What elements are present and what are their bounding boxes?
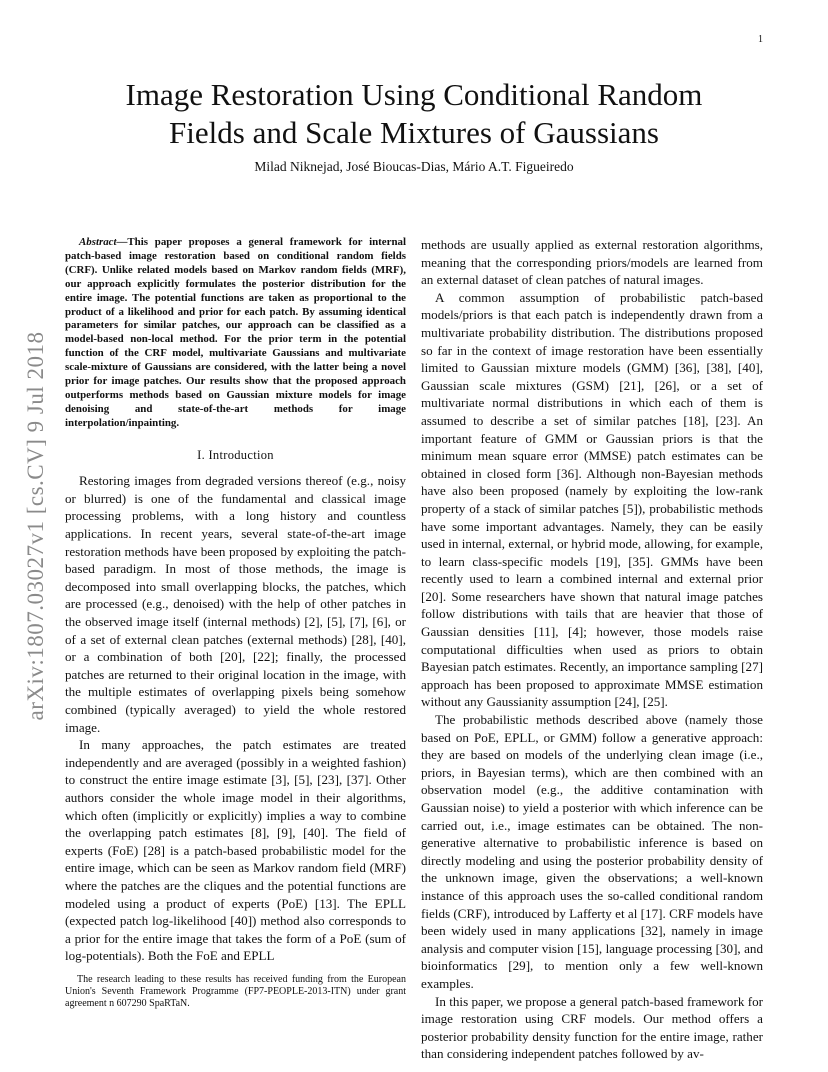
- section-heading: I. Introduction: [197, 447, 274, 462]
- paper-title: [0, 76, 828, 152]
- paragraph: A common assumption of probabilistic patch-based models/priors is that each patch is independently drawn from a multivariate probability distribution. The distributions proposed so far in the context of image restoration have been essentially limited to Gaussian mixture models (GMM) [36], [38], [40], Gaussian scale mixtures (GSM) [21], [26], or a set of multivariate normal distributions in which each of them is assumed to describe a set of similar patches [18], [23]. An important feature of GMM or Gaussian priors is that the minimum mean square error (MMSE) patch estimates can be obtained in closed form [36]. Although non-Bayesian methods have also been proposed (namely by exploiting the low-rank property of a stack of similar patches [5]), probabilistic methods have some important advantages. Namely, they can be easily used in internal, external, or hybrid mode, allowing, for example, to learn class-specific models [19], [35]. GMMs have been recently used to learn a combined internal and external prior [20]. Some researchers have shown that natural image patches follow distributions with tails that are heavier that those of Gaussian densities [11], [4]; however, those models raise computational difficulties when used as priors to obtain Bayesian patch estimates. Recently, an importance sampling [27] approach has been proposed to approximate MMSE estimation without any Gaussianity assumption [24], [25].: [421, 289, 763, 710]
- abstract-label: Abstract: [79, 236, 117, 248]
- paragraph: Restoring images from degraded versions thereof (e.g., noisy or blurred) is one of the fundamental and classical image processing problems, with a long history and countless applications. In recent years, several state-of-the-art image restoration methods have been proposed by exploiting the patch-based paradigm. In most of those methods, the image is decomposed into small overlapping blocks, the patches, which are processed (e.g., denoised) with the help of other patches in the observed image itself (internal methods) [2], [5], [7], [6], or of a set of external clean patches (external methods) [28], [40], or a combination of both [20], [22]; finally, the processed patches are returned to their original location in the image, with the multiple estimates of overlapping pixels being somehow combined (typically averaged) to yield the whole restored image.: [65, 473, 406, 735]
- authors: Milad Niknejad, José Bioucas-Dias, Mário A.T. Figueiredo: [254, 159, 574, 174]
- paragraph: In many approaches, the patch estimates are treated independently and are averaged (possibly in a weighted fashion) to construct the entire image estimate [3], [5], [23], [37]. Other authors consider the whole image model in their algorithms, which often (implicitly or explicitly) implies a way to combine the overlapping patch estimates [8], [9], [40]. The field of experts (FoE) [28] is a patch-based probabilistic model for the entire image, which can be seen as Markov random field (MRF) where the patches are the cliques and the potential functions are modeled using a product of experts (PoE) [13]. The EPLL (expected patch log-likelihood [40]) method also corresponds to a prior for the entire image that takes the form of a PoE (sum of log-potentials). Both the FoE and EPLL: [65, 737, 406, 964]
- title-line-1: Image Restoration Using Conditional Random: [125, 77, 703, 112]
- abstract-text: —This paper proposes a general framework for internal patch-based image restoration based on conditional random fields (CRF). Unlike related models based on Markov random fields (MRF), our approach explicitly formulates the posterior distribution for the entire image. The potential functions are taken as proportional to the product of a likelihood and prior for each patch. By assuming identical parameters for similar patches, our approach can be classified as a model-based non-local method. For the prior term in the potential function of the CRF model, multivariate Gaussians and multivariate scale-mixture of Gaussians are considered, with the latter being a novel prior for image patches. Our results show that the proposed approach outperforms methods based on Gaussian mixture models for image denoising and state-of-the-art methods for image interpolation/inpainting.: [65, 236, 406, 429]
- title-line-2: Fields and Scale Mixtures of Gaussians: [169, 115, 659, 150]
- page-number: 1: [758, 34, 763, 45]
- arxiv-sidebar: [10, 300, 62, 752]
- funding-note: The research leading to these results has received funding from the European Union's Seventh Framework Programme (FP7-PEOPLE-2013-ITN) under grant agreement n 607290 SpaRTaN.: [65, 974, 406, 1010]
- paragraph: In this paper, we propose a general patch-based framework for image restoration using CRF models. Our method offers a posterior probability density function for the entire image, rather than considering independent patches followed by av-: [421, 993, 763, 1062]
- footnote: [65, 974, 406, 1011]
- right-column: [421, 236, 763, 1063]
- paragraph: methods are usually applied as external restoration algorithms, meaning that the corresponding priors/models are learned from an external dataset of clean patches of natural images.: [421, 237, 763, 288]
- abstract: [65, 236, 406, 431]
- paragraph: The probabilistic methods described above (namely those based on PoE, EPLL, or GMM) follow a generative approach: they are based on models of the underlying clean image (i.e., priors, in Bayesian terms), which are then combined with an observation model (e.g., the additive contamination with Gaussian noise) to yield a posterior with which inference can be carried out, i.e., image estimates can be obtained. The non-generative alternative to probabilistic inference is based on directly modeling and using the posterior probability density of the unknown image, given the observations; a well-known instance of this approach uses the so-called conditional random fields (CRF), introduced by Lafferty et al [17]. CRF models have been widely used in many applications [32], namely in image analysis and computer vision [15], language processing [30], and bioinformatics [29], to mention only a few well-known examples.: [421, 712, 763, 991]
- left-column: [65, 236, 406, 965]
- arxiv-id: arXiv:1807.03027v1 [cs.CV] 9 Jul 2018: [23, 331, 48, 721]
